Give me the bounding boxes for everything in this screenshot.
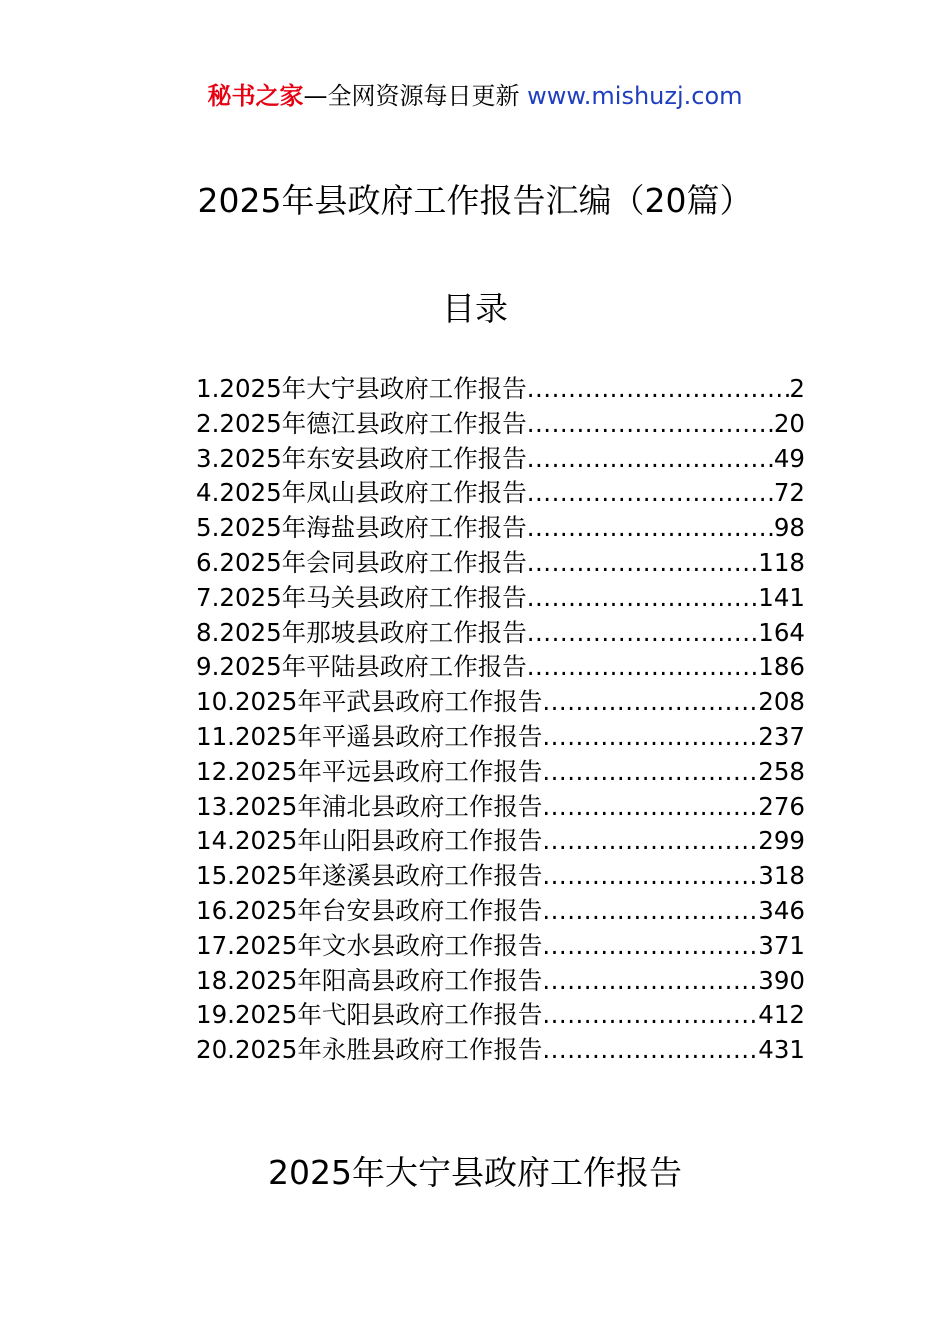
toc-entry-page: 276 bbox=[758, 791, 805, 821]
toc-entry[interactable] bbox=[196, 998, 805, 1033]
toc-entry[interactable] bbox=[196, 407, 805, 442]
toc-leader-dots bbox=[542, 824, 758, 859]
toc-entry-label: 19.2025年弋阳县政府工作报告 bbox=[196, 1000, 543, 1030]
toc-entry-page: 20 bbox=[773, 408, 805, 438]
toc-entry[interactable] bbox=[196, 476, 805, 511]
toc-entry[interactable] bbox=[196, 581, 805, 616]
toc-leader-dots bbox=[542, 685, 758, 720]
toc-leader-dots bbox=[527, 442, 774, 477]
toc-entry[interactable] bbox=[196, 511, 805, 546]
toc-entry-page: 49 bbox=[773, 443, 805, 473]
toc-entry[interactable] bbox=[196, 964, 805, 999]
toc-leader-dots bbox=[542, 894, 758, 929]
toc-leader-dots bbox=[527, 581, 759, 616]
toc-entry-label: 3.2025年东安县政府工作报告 bbox=[196, 443, 527, 473]
toc-leader-dots bbox=[527, 650, 759, 685]
toc-entry[interactable] bbox=[196, 650, 805, 685]
toc-entry-page: 371 bbox=[758, 930, 805, 960]
toc-leader-dots bbox=[527, 546, 759, 581]
toc-entry-page: 390 bbox=[758, 965, 805, 995]
toc-entry[interactable] bbox=[196, 894, 805, 929]
section-title: 2025年大宁县政府工作报告 bbox=[268, 1153, 682, 1192]
toc-entry-label: 15.2025年遂溪县政府工作报告 bbox=[196, 861, 543, 891]
toc-entry-page: 118 bbox=[758, 547, 805, 577]
toc-entry-label: 14.2025年山阳县政府工作报告 bbox=[196, 826, 543, 856]
toc-leader-dots bbox=[527, 616, 759, 651]
toc-entry-label: 8.2025年那坡县政府工作报告 bbox=[196, 617, 527, 647]
toc-leader-dots bbox=[542, 720, 758, 755]
toc-leader-dots bbox=[527, 407, 774, 442]
toc-entry-page: 164 bbox=[758, 617, 805, 647]
toc-leader-dots bbox=[527, 476, 774, 511]
toc-entry-label: 11.2025年平遥县政府工作报告 bbox=[196, 721, 543, 751]
toc-entry-label: 17.2025年文水县政府工作报告 bbox=[196, 930, 543, 960]
toc-leader-dots bbox=[542, 755, 758, 790]
table-of-contents bbox=[196, 372, 805, 1068]
toc-entry[interactable] bbox=[196, 859, 805, 894]
toc-entry-page: 98 bbox=[773, 513, 805, 543]
toc-leader-dots bbox=[527, 372, 790, 407]
toc-entry-page: 412 bbox=[758, 1000, 805, 1030]
toc-entry-label: 16.2025年台安县政府工作报告 bbox=[196, 895, 543, 925]
toc-entry[interactable] bbox=[196, 755, 805, 790]
toc-entry-page: 258 bbox=[758, 756, 805, 786]
toc-entry[interactable] bbox=[196, 442, 805, 477]
toc-entry-page: 237 bbox=[758, 721, 805, 751]
toc-entry-page: 208 bbox=[758, 687, 805, 717]
toc-entry[interactable] bbox=[196, 929, 805, 964]
toc-entry-label: 6.2025年会同县政府工作报告 bbox=[196, 547, 527, 577]
toc-entry-label: 5.2025年海盐县政府工作报告 bbox=[196, 513, 527, 543]
toc-entry-label: 9.2025年平陆县政府工作报告 bbox=[196, 652, 527, 682]
toc-entry-label: 2.2025年德江县政府工作报告 bbox=[196, 408, 527, 438]
toc-entry[interactable] bbox=[196, 720, 805, 755]
toc-entry-label: 10.2025年平武县政府工作报告 bbox=[196, 687, 543, 717]
toc-entry-label: 1.2025年大宁县政府工作报告 bbox=[196, 374, 527, 403]
site-url-link[interactable]: www.mishuzj.com bbox=[527, 82, 743, 110]
toc-leader-dots bbox=[542, 998, 758, 1033]
site-header bbox=[0, 78, 950, 114]
toc-entry-page: 2 bbox=[789, 374, 805, 403]
toc-leader-dots bbox=[542, 1033, 758, 1068]
toc-entry-label: 18.2025年阳高县政府工作报告 bbox=[196, 965, 543, 995]
document-title: 2025年县政府工作报告汇编（20篇） bbox=[197, 181, 753, 220]
toc-entry-page: 186 bbox=[758, 652, 805, 682]
toc-leader-dots bbox=[542, 859, 758, 894]
toc-entry-page: 299 bbox=[758, 826, 805, 856]
toc-entry-label: 12.2025年平远县政府工作报告 bbox=[196, 756, 543, 786]
toc-leader-dots bbox=[542, 929, 758, 964]
toc-entry[interactable] bbox=[196, 790, 805, 825]
toc-entry-label: 13.2025年浦北县政府工作报告 bbox=[196, 791, 543, 821]
toc-entry-page: 141 bbox=[758, 582, 805, 612]
toc-entry[interactable] bbox=[196, 546, 805, 581]
toc-entry[interactable] bbox=[196, 616, 805, 651]
toc-entry-label: 20.2025年永胜县政府工作报告 bbox=[196, 1035, 543, 1065]
toc-entry-label: 4.2025年凤山县政府工作报告 bbox=[196, 478, 527, 508]
toc-heading: 目录 bbox=[442, 289, 508, 328]
toc-entry[interactable] bbox=[196, 1033, 805, 1068]
toc-entry-page: 346 bbox=[758, 895, 805, 925]
toc-entry[interactable] bbox=[196, 824, 805, 859]
toc-leader-dots bbox=[542, 790, 758, 825]
toc-entry-label: 7.2025年马关县政府工作报告 bbox=[196, 582, 527, 612]
toc-entry[interactable] bbox=[196, 372, 805, 407]
site-slogan: —全网资源每日更新 bbox=[303, 82, 520, 110]
toc-entry-page: 431 bbox=[758, 1035, 805, 1065]
toc-entry-page: 318 bbox=[758, 861, 805, 891]
toc-leader-dots bbox=[542, 964, 758, 999]
toc-entry-page: 72 bbox=[773, 478, 805, 508]
brand-name: 秘书之家 bbox=[207, 82, 304, 110]
toc-leader-dots bbox=[527, 511, 774, 546]
toc-entry[interactable] bbox=[196, 685, 805, 720]
